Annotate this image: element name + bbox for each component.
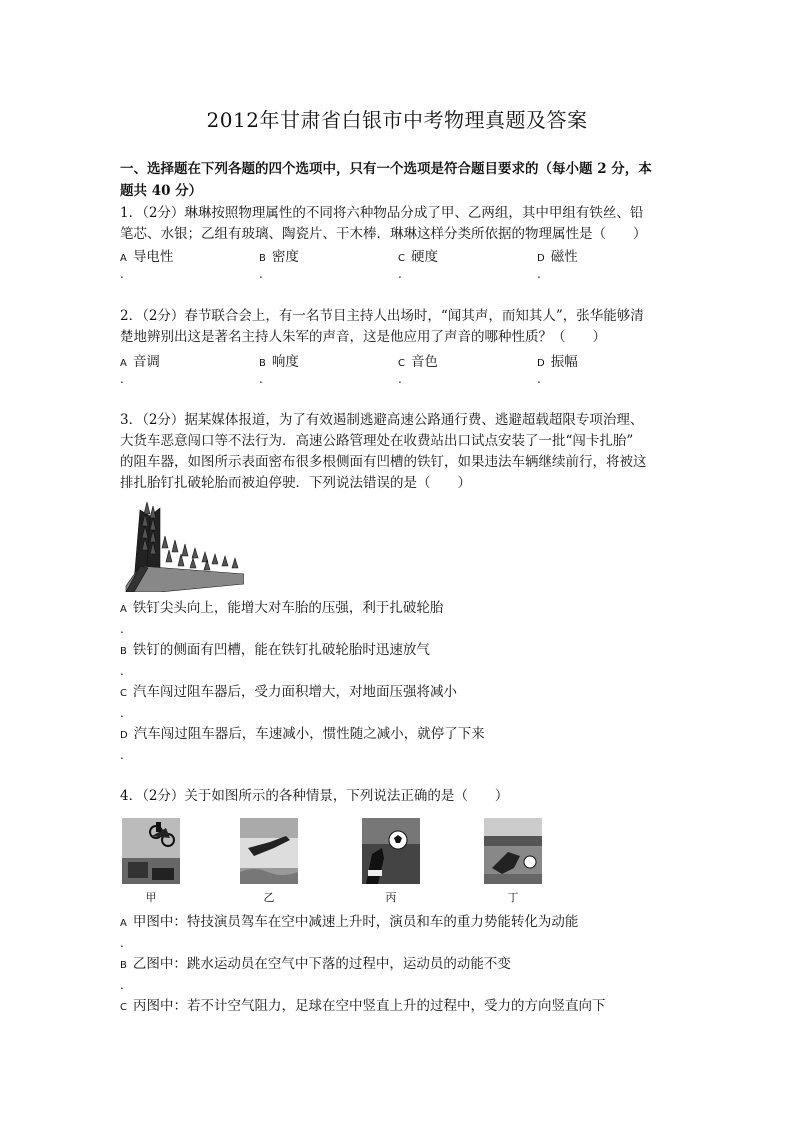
- option-dot: .: [398, 267, 402, 281]
- question-3-line3: 的阻车器，如图所示表面密布很多根侧面有凹槽的铁钉，如果违法车辆继续前行，将被这: [120, 454, 647, 470]
- option-text: 汽车闯过阻车器后，车速减小，惯性随之减小，就停了下来: [133, 726, 485, 742]
- section-heading-line2: 题共 40 分）: [120, 183, 203, 199]
- option-text: 音色: [410, 354, 438, 370]
- question-2-line1: 2．（2分）春节联合会上，有一名节目主持人出场时，“闻其声，而知其人”，张华能够清: [120, 308, 644, 324]
- option-dot: .: [120, 936, 124, 950]
- option-dot: .: [120, 978, 124, 992]
- question-3: [120, 410, 680, 494]
- q3-option-b[interactable]: B 铁钉的侧面有凹槽，能在铁钉扎破轮胎时迅速放气 .: [120, 640, 680, 678]
- question-4-line1: 4．（2分）关于如图所示的各种情景，下列说法正确的是（ ）: [120, 788, 509, 804]
- option-dot: .: [537, 372, 541, 386]
- option-text: 振幅: [550, 354, 578, 370]
- q1-option-c[interactable]: C 硬度 .: [398, 249, 438, 281]
- option-text: 硬度: [410, 249, 438, 265]
- q1-option-a[interactable]: A 导电性 .: [120, 249, 174, 281]
- q3-option-c[interactable]: C 汽车闯过阻车器后，受力面积增大，对地面压强将减小 .: [120, 682, 680, 720]
- figure-caption-bing: 丙: [385, 891, 397, 904]
- option-dot: .: [120, 622, 124, 636]
- section-heading-line1: 一、选择题在下列各题的四个选项中，只有一个选项是符合题目要求的（每小题 2 分，本: [120, 161, 652, 177]
- option-text: 磁性: [550, 249, 578, 265]
- option-text: 丙图中：若不计空气阻力，足球在空中竖直上升的过程中，受力的方向竖直向下: [132, 998, 606, 1014]
- q4-option-b[interactable]: B 乙图中：跳水运动员在空气中下落的过程中，运动员的动能不变 .: [120, 954, 680, 992]
- stunt-motorcycle-figure: [122, 818, 180, 884]
- q3-option-d[interactable]: D 汽车闯过阻车器后，车速减小，惯性随之减小，就停了下来 .: [120, 724, 680, 762]
- q2-option-b[interactable]: B 响度 .: [259, 354, 299, 386]
- option-text: 密度: [271, 249, 299, 265]
- option-text: 铁钉尖头向上，能增大对车胎的压强，利于扎破轮胎: [132, 600, 444, 616]
- question-2: [120, 306, 680, 348]
- spike-strip-figure: [120, 496, 244, 592]
- figure-caption-ding: 丁: [507, 891, 519, 904]
- option-dot: .: [120, 664, 124, 678]
- question-4: [120, 786, 680, 807]
- page-title: 2012年甘肃省白银市中考物理真题及答案: [206, 108, 588, 132]
- question-1-line1: 1．（2分）琳琳按照物理属性的不同将六种物品分成了甲、乙两组，其中甲组有铁丝、铅: [120, 205, 644, 221]
- question-1-options: [120, 245, 680, 281]
- option-text: 音调: [132, 354, 160, 370]
- option-text: 响度: [271, 354, 299, 370]
- question-3-line1: 3．（2分）据某媒体报道，为了有效遏制逃避高速公路通行费、逃避超载超限专项治理、: [120, 412, 644, 428]
- q2-option-a[interactable]: A 音调 .: [120, 354, 160, 386]
- q2-option-d[interactable]: D 振幅 .: [537, 354, 578, 386]
- question-1-line2: 笔芯、水银；乙组有玻璃、陶瓷片、干木棒．琳琳这样分类所依据的物理属性是（ ）: [120, 226, 647, 242]
- option-dot: .: [398, 372, 402, 386]
- option-text: 铁钉的侧面有凹槽，能在铁钉扎破轮胎时迅速放气: [132, 642, 430, 658]
- option-dot: .: [120, 267, 124, 281]
- option-dot: .: [120, 372, 124, 386]
- option-text: 甲图中：特技演员驾车在空中减速上升时，演员和车的重力势能转化为动能: [132, 914, 579, 930]
- option-dot: .: [120, 706, 124, 720]
- option-text: 乙图中：跳水运动员在空气中下落的过程中，运动员的动能不变: [132, 956, 511, 972]
- section-heading: [120, 158, 680, 202]
- question-3-line4: 排扎胎钉扎破轮胎而被迫停驶．下列说法错误的是（ ）: [120, 475, 471, 491]
- q1-option-d[interactable]: D 磁性 .: [537, 249, 578, 281]
- q2-option-c[interactable]: C 音色 .: [398, 354, 438, 386]
- question-1: [120, 203, 680, 245]
- q1-option-b[interactable]: B 密度 .: [259, 249, 299, 281]
- q4-option-a[interactable]: A 甲图中：特技演员驾车在空中减速上升时，演员和车的重力势能转化为动能 .: [120, 912, 680, 950]
- option-dot: .: [259, 372, 263, 386]
- figure-caption-jia: 甲: [145, 891, 157, 904]
- diver-figure: [240, 818, 298, 884]
- figure-caption-yi: 乙: [263, 891, 275, 904]
- option-dot: .: [259, 267, 263, 281]
- option-text: 汽车闯过阻车器后，受力面积增大，对地面压强将减小: [132, 684, 457, 700]
- option-dot: .: [120, 748, 124, 762]
- q3-option-a[interactable]: A 铁钉尖头向上，能增大对车胎的压强，利于扎破轮胎 .: [120, 598, 680, 636]
- question-2-options: [120, 350, 680, 386]
- option-dot: .: [537, 267, 541, 281]
- question-3-line2: 大货车恶意闯口等不法行为．高速公路管理处在收费站出口试点安装了一批“闯卡扎胎”: [120, 433, 634, 449]
- q4-option-c[interactable]: C 丙图中：若不计空气阻力，足球在空中竖直上升的过程中，受力的方向竖直向下: [120, 998, 606, 1014]
- sliding-player-figure: [484, 818, 542, 884]
- soccer-ball-figure: [362, 818, 420, 884]
- option-text: 导电性: [132, 249, 174, 265]
- question-2-line2: 楚地辨别出这是著名主持人朱军的声音，这是他应用了声音的哪种性质？（ ）: [120, 329, 606, 345]
